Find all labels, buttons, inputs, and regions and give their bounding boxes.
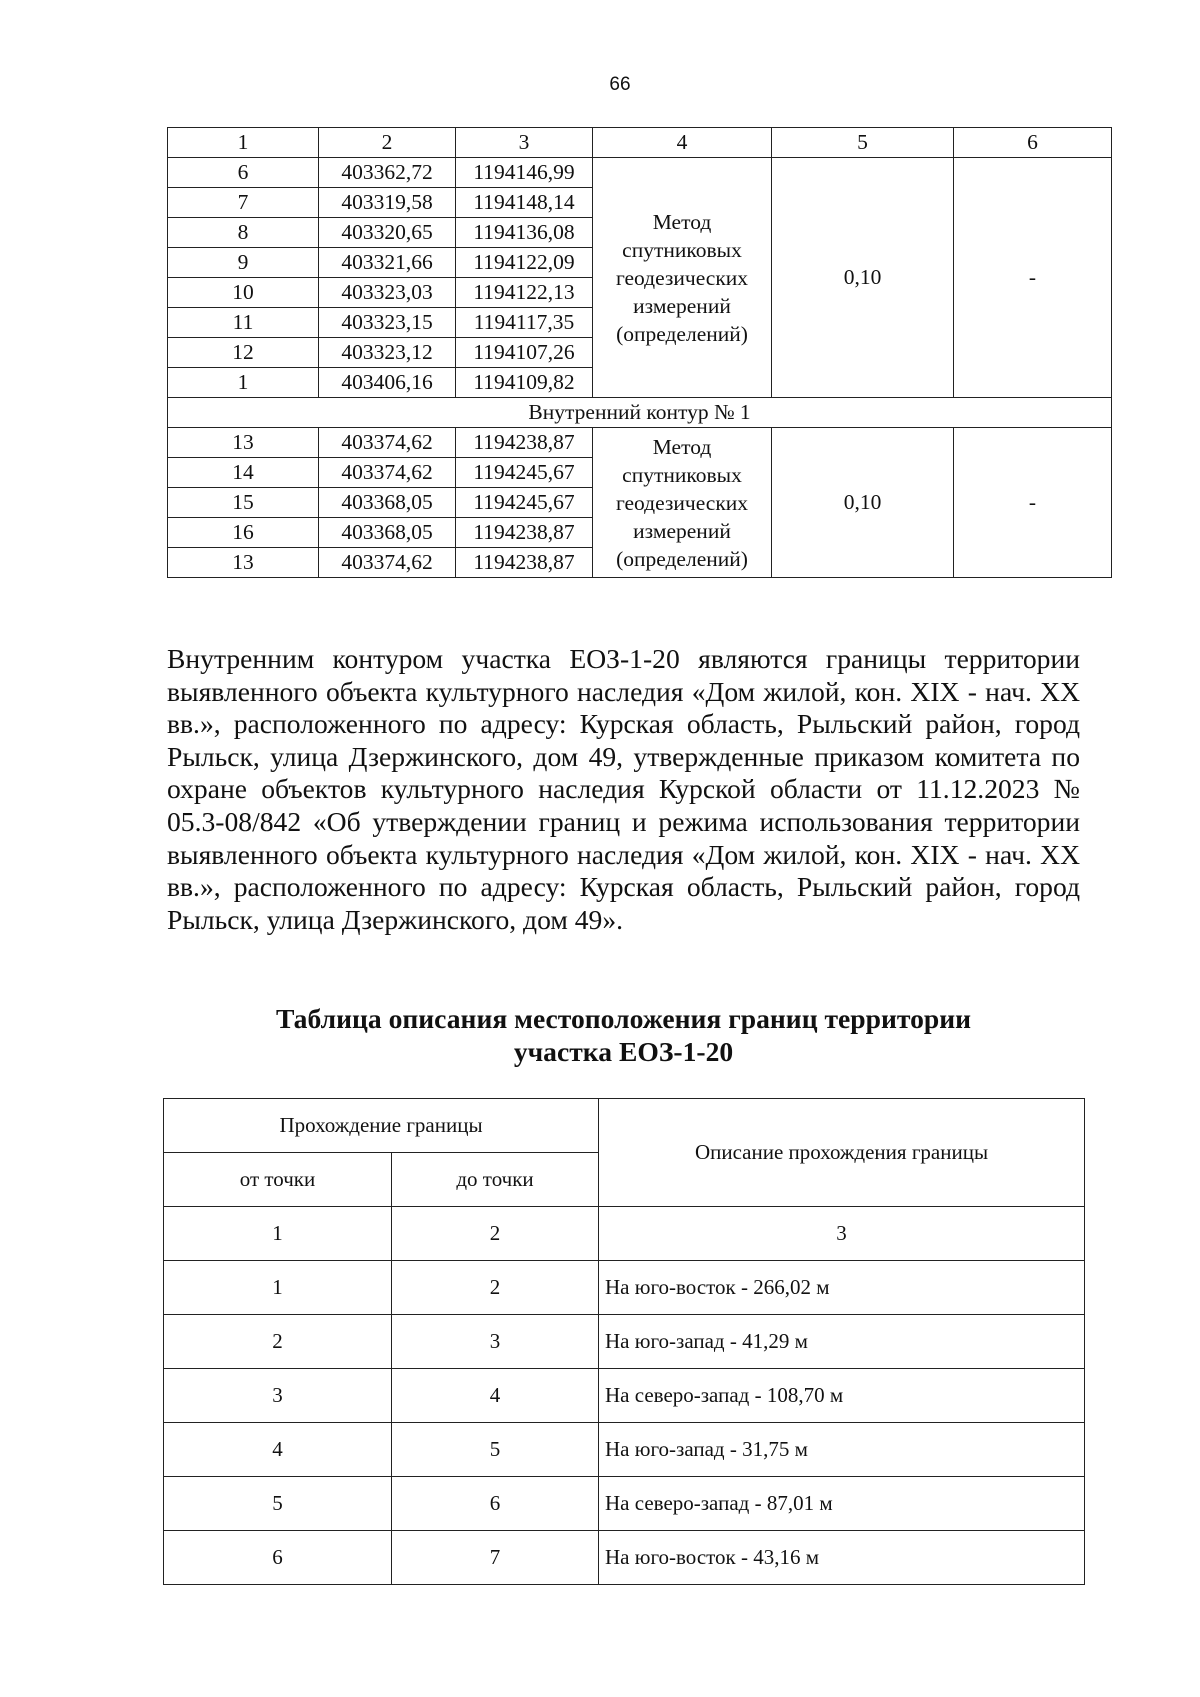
body-paragraph: Внутренним контуром участка ЕОЗ-1-20 являются границы территории выявленного объекта культурного наследия «Дом жилой, кон. XIX - нач. XX вв.», расположенного по адресу: Курская область, Рыльский район, город Рыльск, улица Дзержинского, дом 49, утвержденные приказом комитета по охране объектов культурного наследия Курской области от 11.12.2023 № 05.3-08/842 «Об утверждении границ и режима использования территории выявленного объекта культурного наследия «Дом жилой, кон. XIX - нач. XX вв.», расположенного по адресу: Курская область, Рыльский район, город Рыльск, улица Дзержинского, дом 49». [167, 643, 1080, 935]
boundary-description: На юго-восток - 266,02 м [599, 1261, 1085, 1315]
method-cell [593, 158, 772, 398]
coord-y: 1194109,82 [456, 368, 593, 398]
point-number: 11 [168, 308, 319, 338]
coord-x: 403406,16 [319, 368, 456, 398]
column-number: 3 [456, 128, 593, 158]
point-number: 13 [168, 548, 319, 578]
to-point: 2 [392, 1261, 599, 1315]
point-number: 6 [168, 158, 319, 188]
from-point: 2 [164, 1315, 392, 1369]
point-number: 14 [168, 458, 319, 488]
accuracy-cell: 0,10 [772, 428, 954, 578]
point-number: 15 [168, 488, 319, 518]
coord-y: 1194238,87 [456, 518, 593, 548]
table-row [168, 158, 1112, 188]
from-point: 1 [164, 1261, 392, 1315]
coord-x: 403374,62 [319, 428, 456, 458]
point-number: 9 [168, 248, 319, 278]
table-header-row [164, 1099, 1085, 1153]
boundary-description: На юго-запад - 31,75 м [599, 1423, 1085, 1477]
coord-y: 1194107,26 [456, 338, 593, 368]
to-point: 7 [392, 1531, 599, 1585]
col6-cell: - [954, 158, 1112, 398]
coord-x: 403319,58 [319, 188, 456, 218]
coord-x: 403323,03 [319, 278, 456, 308]
to-point: 6 [392, 1477, 599, 1531]
coord-x: 403362,72 [319, 158, 456, 188]
table-row [168, 428, 1112, 458]
boundary-description: На северо-запад - 108,70 м [599, 1369, 1085, 1423]
point-number: 13 [168, 428, 319, 458]
from-point: 3 [164, 1369, 392, 1423]
column-number: 1 [164, 1207, 392, 1261]
accuracy-cell: 0,10 [772, 158, 954, 398]
coord-y: 1194146,99 [456, 158, 593, 188]
table-title [167, 1003, 1080, 1068]
coord-x: 403368,05 [319, 488, 456, 518]
from-point-header: от точки [164, 1153, 392, 1207]
coord-x: 403321,66 [319, 248, 456, 278]
coord-x: 403323,15 [319, 308, 456, 338]
coord-y: 1194238,87 [456, 428, 593, 458]
to-point: 4 [392, 1369, 599, 1423]
table-row [164, 1477, 1085, 1531]
coord-x: 403320,65 [319, 218, 456, 248]
inner-contour-label: Внутренний контур № 1 [168, 398, 1112, 428]
page-number: 66 [609, 74, 631, 95]
table-row [164, 1315, 1085, 1369]
boundary-description: На юго-запад - 41,29 м [599, 1315, 1085, 1369]
column-number: 4 [593, 128, 772, 158]
table-title-line-2: участка ЕОЗ-1-20 [513, 1035, 734, 1067]
from-point: 4 [164, 1423, 392, 1477]
description-header: Описание прохождения границы [599, 1099, 1085, 1207]
coord-y: 1194245,67 [456, 488, 593, 518]
method-text: Метод спутниковых геодезических измерений (определений) [615, 209, 749, 346]
column-number: 2 [319, 128, 456, 158]
coord-x: 403374,62 [319, 458, 456, 488]
coord-y: 1194238,87 [456, 548, 593, 578]
column-number: 1 [168, 128, 319, 158]
method-text: Метод спутниковых геодезических измерений (определений) [615, 434, 749, 571]
point-number: 12 [168, 338, 319, 368]
table-row [164, 1423, 1085, 1477]
table-title-line-1: Таблица описания местоположения границ территории [275, 1003, 972, 1034]
boundary-description: На северо-запад - 87,01 м [599, 1477, 1085, 1531]
boundary-description-table [163, 1098, 1085, 1585]
coord-x: 403368,05 [319, 518, 456, 548]
table-column-numbers-row [164, 1207, 1085, 1261]
table-row [164, 1261, 1085, 1315]
column-number: 6 [954, 128, 1112, 158]
table-row [164, 1531, 1085, 1585]
passage-header: Прохождение границы [164, 1099, 599, 1153]
to-point: 5 [392, 1423, 599, 1477]
point-number: 1 [168, 368, 319, 398]
from-point: 6 [164, 1531, 392, 1585]
coord-x: 403323,12 [319, 338, 456, 368]
to-point-header: до точки [392, 1153, 599, 1207]
boundary-description: На юго-восток - 43,16 м [599, 1531, 1085, 1585]
point-number: 7 [168, 188, 319, 218]
point-number: 8 [168, 218, 319, 248]
coord-y: 1194148,14 [456, 188, 593, 218]
column-number: 2 [392, 1207, 599, 1261]
table-row [164, 1369, 1085, 1423]
coord-y: 1194136,08 [456, 218, 593, 248]
coordinates-table [167, 127, 1112, 578]
from-point: 5 [164, 1477, 392, 1531]
coord-y: 1194245,67 [456, 458, 593, 488]
coord-y: 1194122,13 [456, 278, 593, 308]
point-number: 16 [168, 518, 319, 548]
table-header-row [168, 128, 1112, 158]
column-number: 3 [599, 1207, 1085, 1261]
method-cell [593, 428, 772, 578]
to-point: 3 [392, 1315, 599, 1369]
coord-y: 1194122,09 [456, 248, 593, 278]
coord-x: 403374,62 [319, 548, 456, 578]
point-number: 10 [168, 278, 319, 308]
coord-y: 1194117,35 [456, 308, 593, 338]
col6-cell: - [954, 428, 1112, 578]
table-subheader-row [168, 398, 1112, 428]
column-number: 5 [772, 128, 954, 158]
